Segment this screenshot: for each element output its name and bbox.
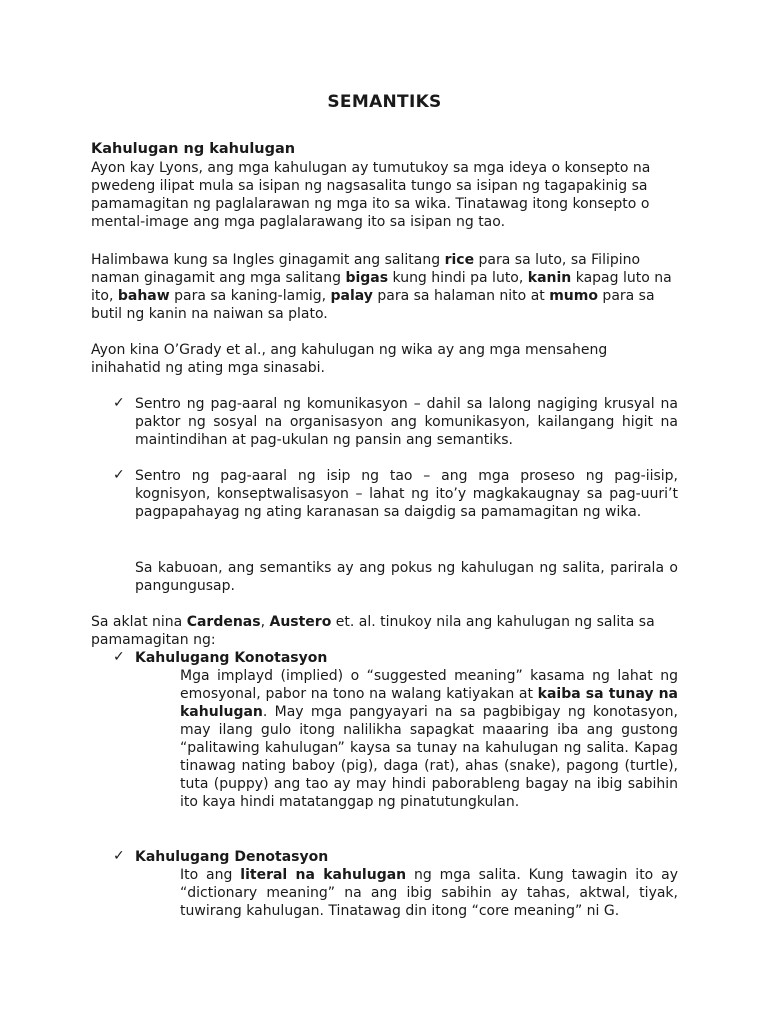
konotasyon-heading: Kahulugang Konotasyon [135, 650, 328, 666]
bullet-komunikasyon: Sentro ng pag-aaral ng komunikasyon – dahil sa lalong nagiging krusyal na paktor ng sosyal na organisasyon ang komunikasyon, kailangang higit na maintindihan at pag-ukulan ng pansin ang semantiks. [135, 396, 678, 448]
paragraph-example: Halimbawa kung sa Ingles ginagamit ang salitang rice para sa luto, sa Filipino naman ginagamit ang mga salitang bigas kung hindi pa luto, kanin kapag luto na ito, bahaw para sa kaning-lamig, palay para sa halaman nito at mumo para sa butil ng kanin na naiwan sa plato. [91, 252, 672, 322]
paragraph-cardenas: Sa aklat nina Cardenas, Austero et. al. tinukoy nila ang kahulugan ng salita sa pamamagitan ng: [91, 614, 655, 648]
bullet-isip: Sentro ng pag-aaral ng isip ng tao – ang mga proseso ng pag-iisip, kognisyon, konseptwalisasyon – lahat ng ito’y magkakaugnay sa pag-uuri’t pagpapahayag ng ating karanasan sa daigdig sa pamamagitan ng wika. [135, 468, 678, 520]
checkmark-icon: ✓ [113, 848, 125, 864]
summary-paragraph: Sa kabuoan, ang semantiks ay ang pokus ng kahulugan ng salita, parirala o pangungusap. [135, 560, 678, 594]
checkmark-icon: ✓ [113, 649, 125, 665]
checkmark-icon: ✓ [113, 395, 125, 411]
section-heading: Kahulugan ng kahulugan [91, 141, 296, 157]
denotasyon-text: Ito ang literal na kahulugan ng mga salita. Kung tawagin ito ay “dictionary meaning” na ang ibig sabihin ay tahas, aktwal, tiyak, tuwirang kahulugan. Tinatawag din itong “core meaning” ni G. [180, 867, 678, 919]
paragraph-lyons: Ayon kay Lyons, ang mga kahulugan ay tumutukoy sa mga ideya o konsepto na pwedeng ilipat mula sa isipan ng nagsasalita tungo sa isipan ng tagapakinig sa pamamagitan ng paglalarawan ng mga ito sa wika. Tinatawag itong konsepto o mental-image ang mga paglalarawang ito sa isipan ng tao. [91, 160, 651, 230]
denotasyon-heading: Kahulugang Denotasyon [135, 849, 329, 865]
paragraph-ogrady: Ayon kina O’Grady et al., ang kahulugan ng wika ay ang mga mensaheng inihahatid ng ating mga sinasabi. [91, 342, 608, 376]
document-title: SEMANTIKS [327, 92, 442, 112]
checkmark-icon: ✓ [113, 467, 125, 483]
konotasyon-text: Mga implayd (implied) o “suggested meaning” kasama ng lahat ng emosyonal, pabor na tono na walang katiyakan at kaiba sa tunay na kahulugan. May mga pangyayari na sa pagbibigay ng konotasyon, may ilang gulo itong nalilikha sapagkat maaaring iba ang gustong “palitawing kahulugan” kaysa sa tunay na kahulugan ng salita. Kapag tinawag nating baboy (pig), daga (rat), ahas (snake), pagong (turtle), tuta (puppy) ang tao ay may hindi paborableng bagay na ibig sabihin ito kaya hindi matatanggap ng pinatutungkulan. [180, 668, 678, 810]
